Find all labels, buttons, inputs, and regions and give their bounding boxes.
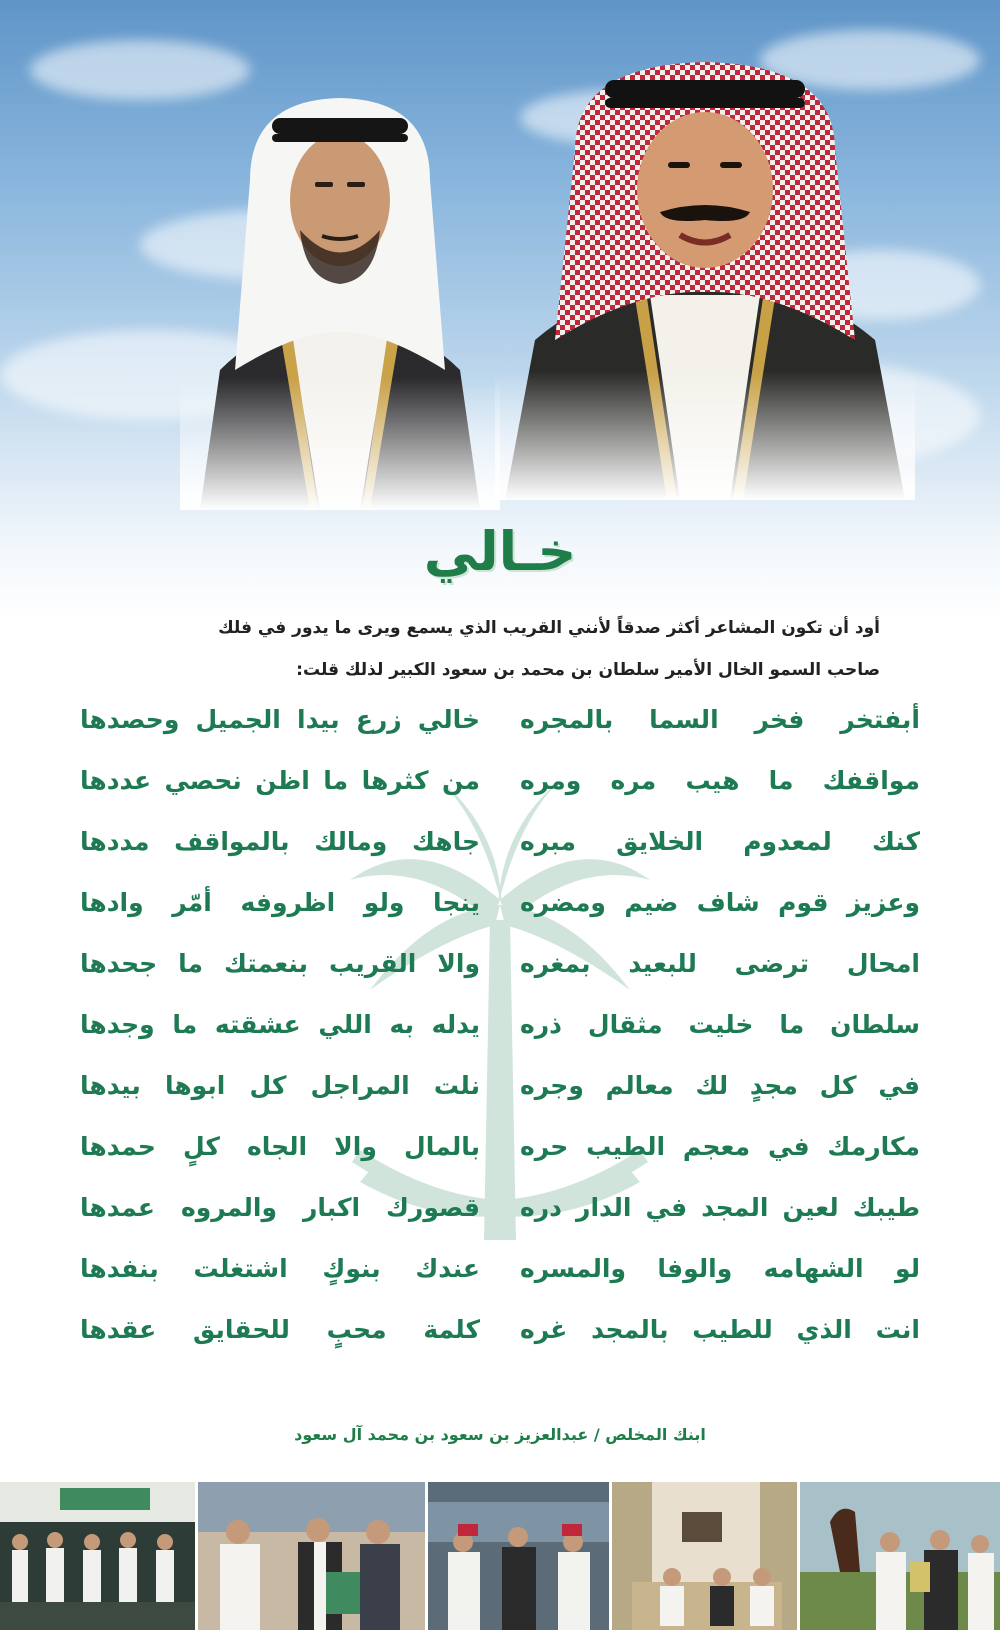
verse-second-hemistich: يدله به اللي عشقته ما وجدها (80, 1010, 480, 1039)
photo-strip (0, 1482, 1000, 1630)
verse-second-hemistich: قصورك اكبار والمروه عمدها (80, 1193, 480, 1222)
verse-3 (80, 827, 920, 888)
verse-first-hemistich: مواقفك ما هيب مره ومره (520, 766, 920, 795)
poem-title: خـالي (423, 520, 577, 583)
intro-line-2: صاحب السمو الخال الأمير سلطان بن محمد بن سعود الكبير لذلك قلت: (296, 660, 880, 680)
verse-1 (80, 705, 920, 766)
verse-first-hemistich: أبفتخر فخر السما بالمجره (520, 705, 920, 734)
verse-second-hemistich: كلمة محبٍ للحقايق عقدها (80, 1315, 480, 1344)
verse-first-hemistich: انت الذي للطيب بالمجد غره (520, 1315, 920, 1344)
photo-meeting (428, 1482, 612, 1630)
verse-first-hemistich: كنك لمعدوم الخلايق مبره (520, 827, 920, 856)
verse-2 (80, 766, 920, 827)
portrait-right (495, 40, 915, 500)
verse-first-hemistich: لو الشهامه والوفا والمسره (520, 1254, 920, 1283)
verse-first-hemistich: سلطان ما خليت مثقال ذره (520, 1010, 920, 1039)
verse-first-hemistich: امحال ترضى للبعيد بمغره (520, 949, 920, 978)
verse-9 (80, 1193, 920, 1254)
intro-line-1: أود أن تكون المشاعر أكثر صدقاً لأنني القريب الذي يسمع ويرى ما يدور في فلك (218, 618, 880, 638)
verse-second-hemistich: جاهك ومالك بالمواقف مددها (80, 827, 480, 856)
verse-5 (80, 949, 920, 1010)
verse-4 (80, 888, 920, 949)
photo-award-ceremony (198, 1482, 428, 1630)
signature: ابنك المخلص / عبدالعزيز بن سعود بن محمد آل سعود (294, 1425, 706, 1444)
verse-second-hemistich: والا القريب بنعمتك ما جحدها (80, 949, 480, 978)
verse-8 (80, 1132, 920, 1193)
verse-10 (80, 1254, 920, 1315)
photo-majlis (612, 1482, 801, 1630)
verse-second-hemistich: عندك بنوكٍ اشتغلت بنفدها (80, 1254, 480, 1283)
verse-second-hemistich: بالمال والا الجاه كلٍ حمدها (80, 1132, 480, 1161)
photo-horse-trophy (800, 1482, 1000, 1630)
verse-second-hemistich: من كثرها ما اظن نحصي عددها (80, 766, 480, 795)
verse-11 (80, 1315, 920, 1376)
verse-first-hemistich: طيبك لعين المجد في الدار دره (520, 1193, 920, 1222)
verse-first-hemistich: وعزيز قوم شاف ضيم ومضره (520, 888, 920, 917)
verse-7 (80, 1071, 920, 1132)
verse-second-hemistich: نلت المراجل كل ابوها بيدها (80, 1071, 480, 1100)
photo-group-equestrian (0, 1482, 198, 1630)
portrait-left (180, 70, 500, 510)
verse-first-hemistich: مكارمك في معجم الطيب حره (520, 1132, 920, 1161)
verse-second-hemistich: خالي زرع بيدا الجميل وحصدها (80, 705, 480, 734)
verse-first-hemistich: في كل مجدٍ لك معالم وجره (520, 1071, 920, 1100)
verse-6 (80, 1010, 920, 1071)
verse-second-hemistich: ينجا ولو اظروفه أمّر وادها (80, 888, 480, 917)
poem-verses (80, 705, 920, 1376)
